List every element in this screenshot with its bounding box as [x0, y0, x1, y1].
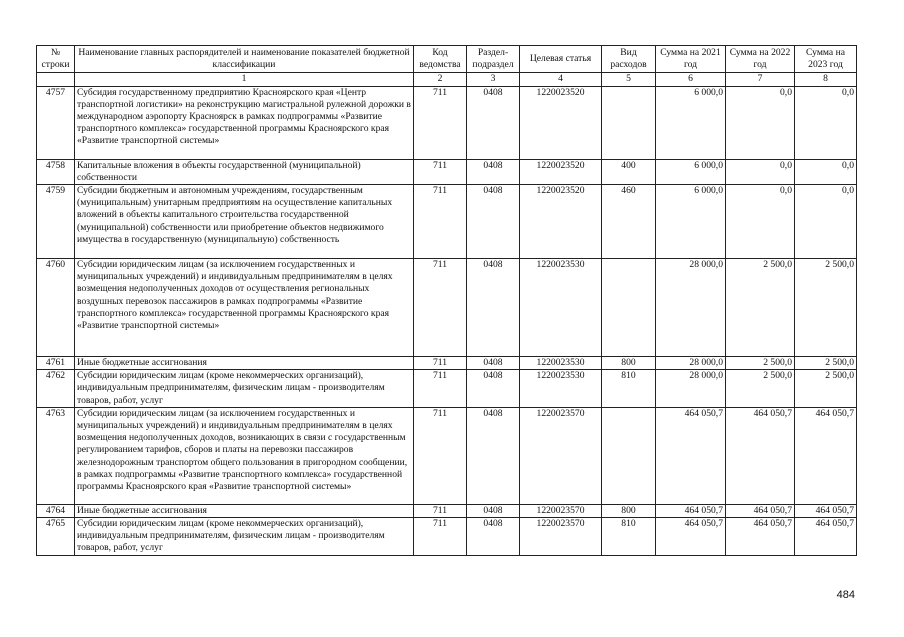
- department-code: 711: [414, 504, 467, 517]
- row-number: 4762: [37, 370, 75, 408]
- header-target-article: Целевая статья: [520, 46, 602, 73]
- column-number-row: [37, 73, 857, 86]
- sum-2021: 28 000,0: [656, 259, 726, 357]
- sum-2022: 2 500,0: [726, 357, 795, 370]
- row-name: Субсидия государственному предприятию Красноярского края «Центр транспортной логистики» на реконструкцию магистральной рулежной дорожки в международном аэропорту Красноярск в рамках подпрограммы «Развитие транспортного комплекса» государственной программы Красноярского края «Развитие транспортной системы»: [75, 86, 414, 159]
- table-row: [37, 259, 857, 357]
- target-article: 1220023520: [520, 185, 602, 259]
- row-number: 4760: [37, 259, 75, 357]
- column-number: 5: [602, 73, 656, 86]
- sum-2023: 0,0: [795, 86, 857, 159]
- row-number: 4765: [37, 518, 75, 556]
- department-code: 711: [414, 185, 467, 259]
- header-sum-2023: Сумма на 2023 год: [795, 46, 857, 73]
- target-article: 1220023530: [520, 370, 602, 408]
- row-number: 4757: [37, 86, 75, 159]
- column-number: [37, 73, 75, 86]
- table-row: [37, 357, 857, 370]
- sum-2023: 2 500,0: [795, 370, 857, 408]
- department-code: 711: [414, 370, 467, 408]
- section-code: 0408: [467, 504, 520, 517]
- sum-2021: 464 050,7: [656, 407, 726, 504]
- table-row: [37, 159, 857, 184]
- header-name: Наименование главных распорядителей и наименование показателей бюджетной классификации: [75, 46, 414, 73]
- header-row-number: № строки: [37, 46, 75, 73]
- section-code: 0408: [467, 370, 520, 408]
- department-code: 711: [414, 86, 467, 159]
- header-sum-2021: Сумма на 2021 год: [656, 46, 726, 73]
- row-name: Субсидии юридическим лицам (за исключением государственных и муниципальных учреждений) и индивидуальным предпринимателям в целях возмещения недополученных доходов от осуществления региональных воздушных перевозок пассажиров в рамках подпрограммы «Развитие транспортного комплекса» государственной программы Красноярского края «Развитие транспортной системы»: [75, 259, 414, 357]
- page-number: 484: [836, 589, 855, 601]
- expense-type: [602, 407, 656, 504]
- department-code: 711: [414, 159, 467, 184]
- sum-2021: 6 000,0: [656, 86, 726, 159]
- target-article: 1220023520: [520, 159, 602, 184]
- table-row: [37, 185, 857, 259]
- sum-2022: 464 050,7: [726, 518, 795, 556]
- table-row: [37, 407, 857, 504]
- header-department-code: Код ведомства: [414, 46, 467, 73]
- budget-table: [36, 45, 857, 556]
- sum-2022: 0,0: [726, 159, 795, 184]
- sum-2023: 2 500,0: [795, 259, 857, 357]
- sum-2023: 0,0: [795, 185, 857, 259]
- row-number: 4759: [37, 185, 75, 259]
- row-name: Капитальные вложения в объекты государственной (муниципальной) собственности: [75, 159, 414, 184]
- header-row: [37, 46, 857, 73]
- sum-2023: 464 050,7: [795, 504, 857, 517]
- section-code: 0408: [467, 159, 520, 184]
- column-number: 4: [520, 73, 602, 86]
- sum-2021: 28 000,0: [656, 357, 726, 370]
- department-code: 711: [414, 357, 467, 370]
- expense-type: 460: [602, 185, 656, 259]
- sum-2023: 464 050,7: [795, 518, 857, 556]
- column-number: 2: [414, 73, 467, 86]
- header-expense-type: Вид расходов: [602, 46, 656, 73]
- sum-2021: 6 000,0: [656, 159, 726, 184]
- header-section: Раздел-подраздел: [467, 46, 520, 73]
- expense-type: 810: [602, 518, 656, 556]
- sum-2021: 464 050,7: [656, 518, 726, 556]
- sum-2023: 0,0: [795, 159, 857, 184]
- section-code: 0408: [467, 86, 520, 159]
- sum-2022: 2 500,0: [726, 259, 795, 357]
- row-name: Субсидии юридическим лицам (за исключением государственных и муниципальных учреждений) и индивидуальным предпринимателям в целях возмещения недополученных доходов, возникающих в связи с государственным регулированием тарифов, сборов и платы на перевозки пассажиров железнодорожным транспортом общего пользования в пригородном сообщении, в рамках подпрограммы «Развитие транспортного комплекса» государственной программы Красноярского края «Развитие транспортной системы»: [75, 407, 414, 504]
- expense-type: [602, 86, 656, 159]
- table-row: [37, 86, 857, 159]
- header-sum-2022: Сумма на 2022 год: [726, 46, 795, 73]
- row-name: Субсидии юридическим лицам (кроме некоммерческих организаций), индивидуальным предпринимателям, физическим лицам - производителям товаров, работ, услуг: [75, 518, 414, 556]
- sum-2021: 28 000,0: [656, 370, 726, 408]
- sum-2023: 2 500,0: [795, 357, 857, 370]
- department-code: 711: [414, 407, 467, 504]
- target-article: 1220023530: [520, 357, 602, 370]
- table-row: [37, 518, 857, 556]
- expense-type: 800: [602, 357, 656, 370]
- expense-type: 400: [602, 159, 656, 184]
- section-code: 0408: [467, 259, 520, 357]
- expense-type: 810: [602, 370, 656, 408]
- sum-2021: 6 000,0: [656, 185, 726, 259]
- section-code: 0408: [467, 357, 520, 370]
- expense-type: [602, 259, 656, 357]
- section-code: 0408: [467, 185, 520, 259]
- sum-2022: 0,0: [726, 185, 795, 259]
- column-number: 6: [656, 73, 726, 86]
- column-number: 3: [467, 73, 520, 86]
- column-number: 7: [726, 73, 795, 86]
- sum-2022: 464 050,7: [726, 504, 795, 517]
- column-number: 1: [75, 73, 414, 86]
- row-name: Субсидии бюджетным и автономным учреждениям, государственным (муниципальным) унитарным предприятиям на осуществление капитальных вложений в объекты капитального строительства государственной (муниципальной) собственности или приобретение объектов недвижимого имущества в государственную (муниципальную) собственность: [75, 185, 414, 259]
- expense-type: 800: [602, 504, 656, 517]
- sum-2023: 464 050,7: [795, 407, 857, 504]
- target-article: 1220023570: [520, 504, 602, 517]
- row-number: 4763: [37, 407, 75, 504]
- sum-2022: 0,0: [726, 86, 795, 159]
- section-code: 0408: [467, 407, 520, 504]
- table-row: [37, 504, 857, 517]
- sum-2021: 464 050,7: [656, 504, 726, 517]
- target-article: 1220023570: [520, 518, 602, 556]
- row-number: 4764: [37, 504, 75, 517]
- department-code: 711: [414, 518, 467, 556]
- target-article: 1220023520: [520, 86, 602, 159]
- sum-2022: 464 050,7: [726, 407, 795, 504]
- section-code: 0408: [467, 518, 520, 556]
- department-code: 711: [414, 259, 467, 357]
- sum-2022: 2 500,0: [726, 370, 795, 408]
- row-name: Иные бюджетные ассигнования: [75, 504, 414, 517]
- row-number: 4758: [37, 159, 75, 184]
- column-number: 8: [795, 73, 857, 86]
- row-name: Субсидии юридическим лицам (кроме некоммерческих организаций), индивидуальным предпринимателям, физическим лицам - производителям товаров, работ, услуг: [75, 370, 414, 408]
- table-row: [37, 370, 857, 408]
- target-article: 1220023530: [520, 259, 602, 357]
- row-number: 4761: [37, 357, 75, 370]
- target-article: 1220023570: [520, 407, 602, 504]
- row-name: Иные бюджетные ассигнования: [75, 357, 414, 370]
